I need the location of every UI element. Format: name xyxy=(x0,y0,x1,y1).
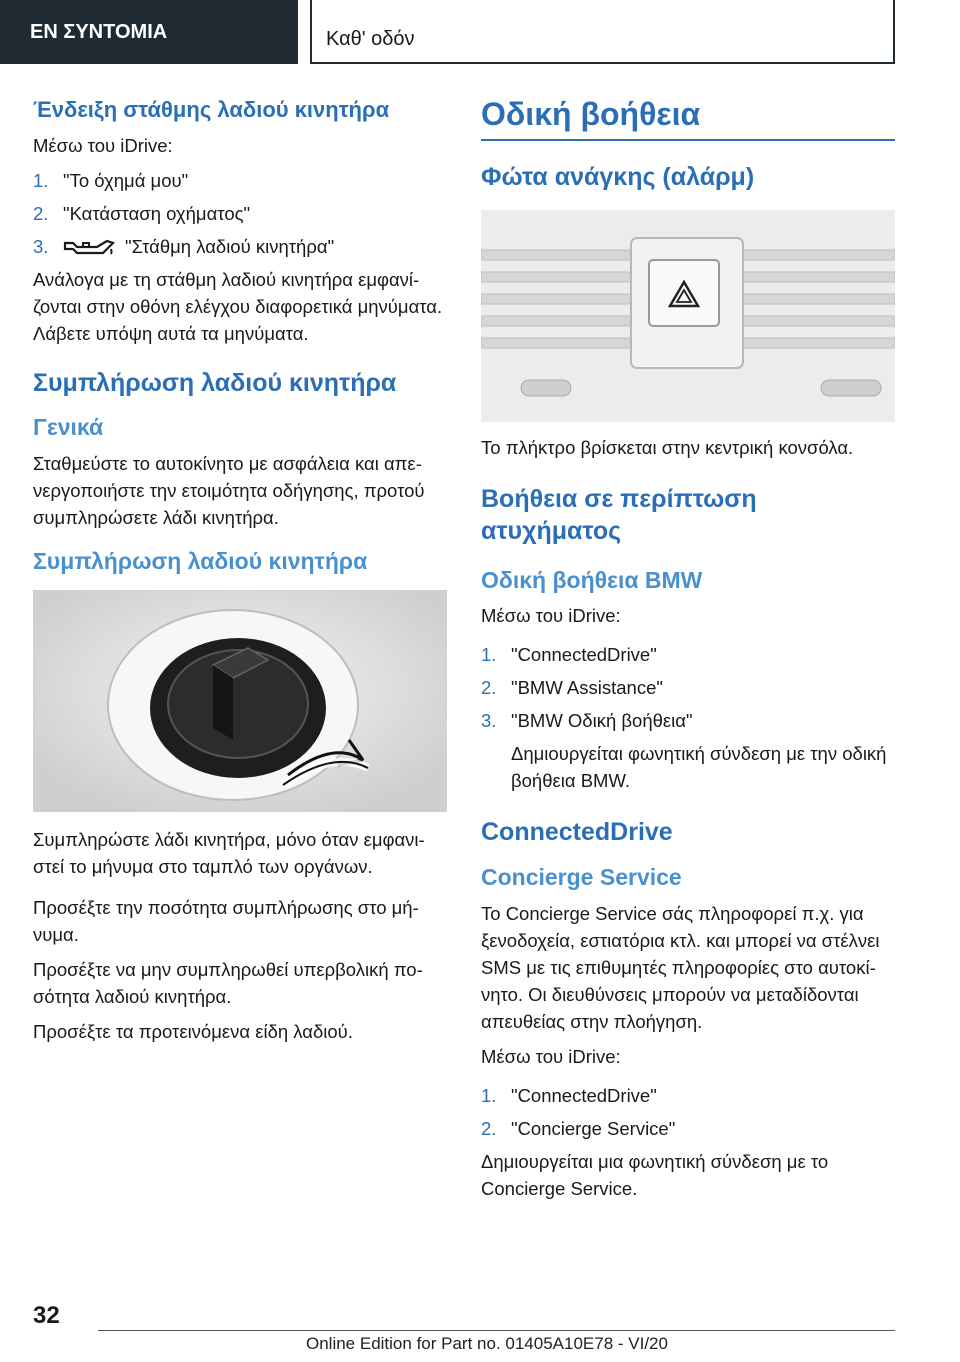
list-item: 2. "Κατάσταση οχήματος" xyxy=(33,202,251,224)
general-text: Σταθμεύστε το αυτοκίνητο με ασφάλεια και απενεργοποιήστε την ετοιμότητα οδήγησης, προτού συμπληρώσετε λάδι κινητήρα. xyxy=(33,452,425,528)
header-section xyxy=(0,0,298,64)
accident-title: Βοήθεια σε περίπτωση ατυχήματος xyxy=(481,484,757,545)
oil-can-icon xyxy=(63,235,115,257)
oil-level-note: Ανάλογα με τη στάθμη λαδιού κινητήρα εμφανίζονται στην οθόνη ελέγχου διαφορετικά μηνύματα. Λάβετε υπόψη αυτά τα μηνύματα. xyxy=(33,268,443,344)
page-number: 32 xyxy=(33,1302,60,1329)
bmw-assist-title: Οδική βοήθεια BMW xyxy=(481,566,703,593)
list-item: 3. "Στάθμη λαδιού κινητήρα" xyxy=(33,235,335,257)
refill-p1: Προσέξτε την ποσότητα συμπλήρωσης στο μήνυμα. xyxy=(33,896,419,945)
header-chapter-label: Καθ' οδόν xyxy=(326,28,415,50)
hazard-title: Φώτα ανάγκης (αλάρμ) xyxy=(481,163,755,191)
footer-divider xyxy=(98,1330,895,1331)
hazard-button-image xyxy=(481,210,895,422)
header-chapter xyxy=(310,0,895,64)
refill-p3: Προσέξτε τα προτεινόμενα είδη λαδιού. xyxy=(33,1020,353,1042)
roadside-title: Οδική βοήθεια xyxy=(481,96,895,141)
oil-level-title: Ένδειξη στάθμης λαδιού κινητήρα xyxy=(33,97,390,122)
oil-level-steps xyxy=(33,167,447,260)
concierge-text: Το Concierge Service σάς πληροφορεί π.χ. για ξενοδοχεία, εστιατόρια κτλ. και μπορεί να στέλνει SMS με τις επιθυμητές πληροφορίες στο αυτοκίνητο. Οι διευθύνσεις μπορούν να μεταδίδονται απευθείας στην πλοήγηση. xyxy=(481,902,880,1032)
footer-edition: Online Edition for Part no. 01405A10E78 - VI/20 xyxy=(306,1334,668,1353)
header-section-label: ΕΝ ΣΥΝΤΟΜΙΑ xyxy=(30,20,168,43)
left-column xyxy=(33,96,447,1053)
concierge-title: Concierge Service xyxy=(481,863,682,890)
right-column xyxy=(481,96,895,1210)
bmw-assist-steps xyxy=(481,641,895,734)
connected-title: ConnectedDrive xyxy=(481,818,673,847)
refill-title: Συμπλήρωση λαδιού κινητήρα xyxy=(33,368,397,397)
refill-caption: Συμπληρώστε λάδι κινητήρα, μόνο όταν εμφανιστεί το μήνυμα στο ταμπλό των οργάνων. xyxy=(33,828,425,877)
general-title: Γενικά xyxy=(33,414,104,440)
refill-p2: Προσέξτε να μην συμπληρωθεί υπερβολική ποσότητα λαδιού κινητήρα. xyxy=(33,958,423,1007)
list-item: 1. "Το όχημά μου" xyxy=(33,169,189,191)
list-item: 3. "BMW Οδική βοήθεια" xyxy=(481,710,693,732)
oil-cap-image xyxy=(33,590,447,812)
concierge-via: Μέσω του iDrive: xyxy=(481,1045,621,1067)
concierge-closing: Δημιουργείται μια φωνητική σύνδεση με το Concierge Service. xyxy=(481,1150,829,1199)
list-item: 1. "ConnectedDrive" xyxy=(481,1084,657,1106)
list-item: 2. "Concierge Service" xyxy=(481,1117,676,1139)
list-item: 2. "BMW Assistance" xyxy=(481,677,663,699)
list-item: 1. "ConnectedDrive" xyxy=(481,644,657,666)
oil-level-via: Μέσω του iDrive: xyxy=(33,134,173,156)
bmw-assist-via: Μέσω του iDrive: xyxy=(481,605,621,627)
bmw-assist-note: Δημιουργείται φωνητική σύνδεση με την οδική βοήθεια BMW. xyxy=(511,743,887,792)
concierge-steps xyxy=(481,1082,895,1142)
hazard-caption: Το πλήκτρο βρίσκεται στην κεντρική κονσόλα. xyxy=(481,436,854,458)
refill-subtitle: Συμπλήρωση λαδιού κινητήρα xyxy=(33,547,368,574)
